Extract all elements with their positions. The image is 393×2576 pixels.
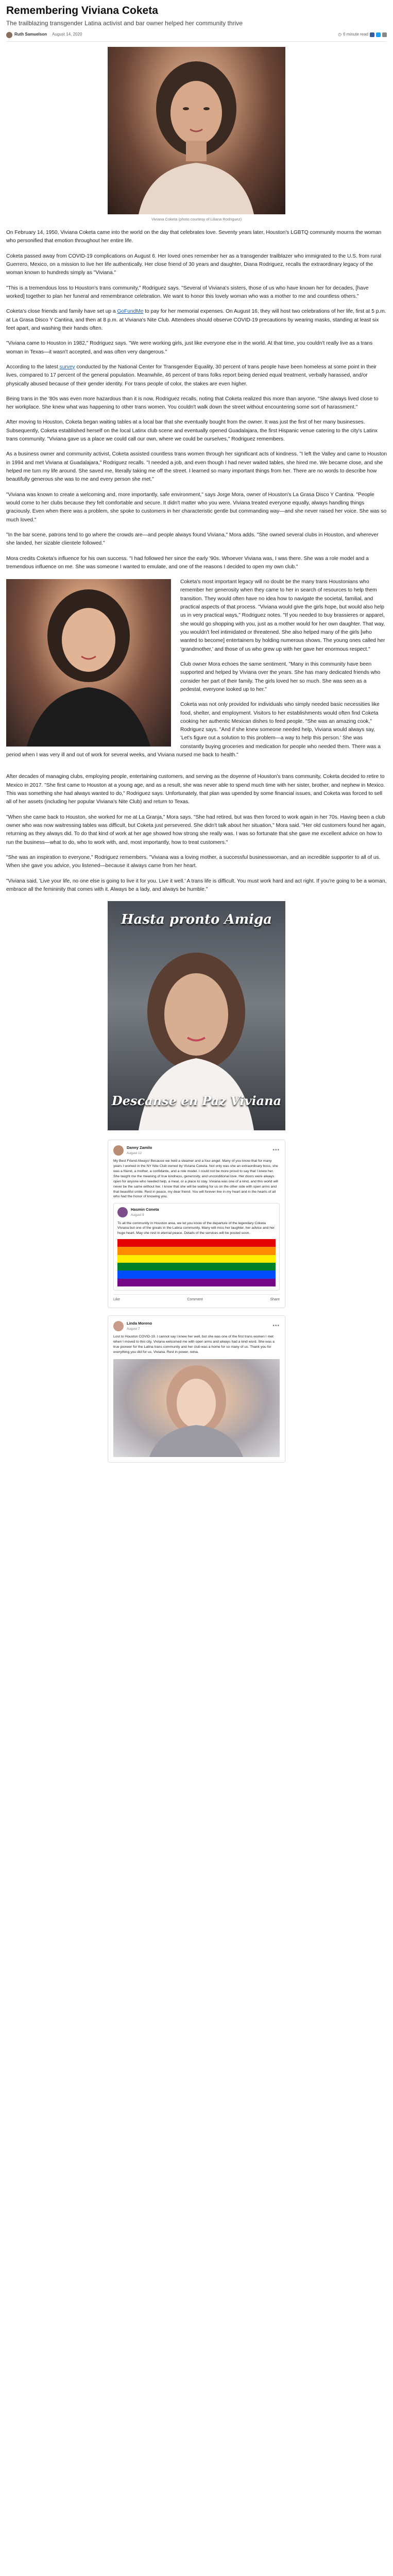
post-text: Lost to Houston COVID-19. I cannot say I knew her well, but she was one of the first trans women I met when I moved to this city. Viviana welcomed me with open arms and always had a kind word. She was a true pioneer for the Latina trans community and her club was a home for so many of us. Thank you for everything you did for us, Viviana. Rest in power, reina.: [113, 1335, 275, 1354]
avatar[interactable]: [113, 1321, 124, 1331]
memorial-top-text: Hasta pronto Amiga: [121, 912, 272, 928]
post-date: August 7: [127, 1327, 140, 1331]
shared-post-header: [117, 1207, 276, 1217]
paragraph: [6, 363, 387, 388]
paragraph: Coketa's most important legacy will no doubt be the many trans Houstonians who remember her generosity when they came to her in search of resources to help them transition. They would often have no idea how to navigate the societal, familial, and practical aspects of that process. "Viviana would give the girls hope, but would also help us in very practical ways," Rodriguez notes. "If you needed to buy brassieres or apparel, she would go shopping with you, just as a mother would for her own daughter. That way, you wouldn't feel intimidated or threatened. She also helped many of the girls [who wanted to become] entertainers by holding numerous shows. The young ones called her 'grandmother,' and those of us who grew up with her gave her enormous respect.": [180, 579, 385, 652]
paragraph: "She was an inspiration to everyone," Rodriguez remembers. "Viviana was a loving mother, a successful businesswoman, and an incredible supporter to all of us. When she gave you advice, you listened—because it always came from her heart.: [6, 854, 381, 869]
post-date: August 9: [131, 1213, 144, 1217]
post-header: [113, 1145, 280, 1156]
float-section: [6, 578, 387, 766]
paragraph: "This is a tremendous loss to Houston's trans community," Rodriguez says. "Several of Viviana's sisters, those of us who have known her for decades, [have worked] together to plan her funeral and remembrance celebration. We want to honor this lovely woman who was a mother to me and countless others.": [6, 285, 369, 300]
post-photo: [113, 1359, 280, 1457]
publish-date: August 14, 2020: [52, 32, 82, 37]
gofundme-link[interactable]: GoFundMe: [117, 309, 144, 315]
paragraph: "Viviana came to Houston in 1982," Rodriguez says. "We were working girls, just like everyone else in the world. At that time, you couldn't really live as a trans woman in Texas—it wasn't accepted, and was often very dangerous.": [6, 341, 373, 355]
hero-portrait-illustration: [108, 47, 285, 214]
paragraph: "When she came back to Houston, she worked for me at La Granja," Mora says. "She had retired, but was then forced to work again in her 70s. Having been a club owner who was now waitressing tables was difficult, but Coketa just persevered. She didn't talk about her situation," Mora said. "Her old customers found her again, returning as they always did. To do that kind of work at her age showed how strong she really was. I was so fortunate that she gave me excellent advice on how to run the business—what to do, who to work with, and, most importantly, how to treat customers.": [6, 814, 386, 845]
paragraph: "In the bar scene, patrons tend to go where the crowds are—and people always found Viviana," Mora adds. "She owned several clubs in Houston, and wherever she landed, her sizable clientele followed.": [6, 532, 379, 547]
hero-caption: Viviana Coketa (photo courtesy of Liliana Rodriguez): [151, 217, 242, 222]
survey-link[interactable]: survey: [59, 364, 75, 370]
more-options-icon[interactable]: •••: [272, 1323, 280, 1329]
avatar[interactable]: [113, 1145, 124, 1156]
paragraph: After decades of managing clubs, employing people, entertaining customers, and serving as the doyenne of Houston's trans community, Coketa decided to retire to Mexico in 2017. "She first came to Houston at a young age, and as a result, she was never able to spend much time with her sister, brother, and nephew in Mexico. This was something she had always wanted to do," Rodriguez says. Unfortunately, that plan was upended by some financial issues, and Coketa was forced to sell all of her assets (including her popular Viviana's Nite Club) and return to Texas.: [6, 774, 385, 805]
poster-name[interactable]: Linda Moreno: [127, 1321, 152, 1326]
paragraph: [6, 308, 387, 333]
author-avatar: [6, 32, 12, 38]
paragraph: Club owner Mora echoes the same sentiment. "Many in this community have been supported and helped by Viviana over the years. She has many dedicated friends who consider her part of their family. The girls loved her so much. She was seen as a pedestal, everyone looked up to her.": [180, 661, 381, 692]
paragraph: Coketa was not only provided for individuals who simply needed basic necessities like food, shelter, and employment. Visitors to her establishments would often find Coketa cooking her authentic Mexican dishes to feed people. "She was an amazing cook," Rodriguez says. "And if she knew someone needed help, Viviana would always say, 'Let's figure out a solution to this problem—a way to help this person.' She was constantly buying groceries and medication for people who needed them. There was a period when I was very ill and out of work for several weeks, and Viviana nursed me back to health.": [6, 702, 381, 758]
like-button[interactable]: Like: [113, 1298, 120, 1302]
post-text: To all the community in Houston area, we let you know of the departure of the legendary Coketa Viviana but one of the greats in the Latina community. Many will miss her laughter, her advice and her huge heart. May she rest in eternal peace. Details of the services will be posted soon.: [117, 1221, 275, 1235]
clock-icon: ◷: [338, 32, 342, 37]
comment-button[interactable]: Comment: [187, 1298, 203, 1302]
twitter-share-icon[interactable]: [376, 32, 381, 37]
paragraph: As a business owner and community activist, Coketa assisted countless trans women through her significant acts of kindness. "I left the Valley and came to Houston in 1994 and met Viviana at Guadalajara," Rodriguez recalls. "I needed a job, and even though I had never waited tables, she hired me. We became close, and she helped me turn my life around. She saved me, literally taking me off the street. I learned so many important things from her. There are no words to describe how beautifully generous she was to me and every person she met.": [6, 451, 387, 483]
post-actions: [113, 1294, 280, 1302]
paragraph: Coketa passed away from COVID-19 complications on August 6. Her loved ones remember her as a transgender trailblazer who immigrated to the U.S. from rural Guerrero, Mexico, on a mission to live her life authentically. Her close friend of 30 years and daughter, Diana Rodriguez, recalls the extraordinary legacy of the woman known to hundreds simply as "Viviana.": [6, 253, 382, 276]
shared-post: [113, 1203, 280, 1291]
memorial-image: [108, 901, 285, 1130]
facebook-post-embed: [108, 1315, 285, 1463]
paragraph: Mora credits Coketa's influence for his own success. "I had followed her since the early '90s. Whoever Viviana was, I was there. She was a role model and a tremendous influence on me. She was someone I wanted to emulate, and one of the reasons I decided to open my own club.": [6, 555, 369, 570]
post-date: August 12: [127, 1151, 142, 1156]
paragraph-text: Coketa's close friends and family have set up a: [6, 309, 117, 315]
post-text: My Best Friend Always! Because we held a steamer and a four angel. Many of you know that for many years I worked in the NY Nite Club owned by Viviana Coketa. Not only was she an extraordinary boss, she was a friend, a mother, a confidante, and a role model. I could not be more proud to say that I knew her. She taught me the meaning of true kindness, generosity, and unconditional love. Her doors were always open for anyone who needed help, a meal, or a place to stay. Viviana was one of a kind, and this world will never be the same without her. I know that she will be waiting for us on the other side with open arms and that beautiful smile. Rest in peace, my dear friend. You will forever live in my heart and in the hearts of all who had the honor of knowing you.: [113, 1159, 278, 1199]
portrait-illustration: [6, 579, 171, 747]
paragraph: On February 14, 1950, Viviana Coketa came into the world on the day that celebrates love. Seventy years later, Houston's LGBTQ community mourns the woman who personified that emotion throughout her entire life.: [6, 230, 382, 244]
article-header: [0, 0, 393, 42]
poster-name[interactable]: Hasmin Coneta: [131, 1207, 159, 1212]
read-time-label: 6 minute read: [343, 32, 368, 37]
share-button[interactable]: Share: [270, 1298, 280, 1302]
avatar[interactable]: [117, 1207, 128, 1217]
author-name[interactable]: Ruth Samuelson: [14, 32, 47, 37]
facebook-share-icon[interactable]: [370, 32, 374, 37]
paragraph: "Viviana said, 'Live your life, no one else is going to live it for you. Live it well.' A trans life is difficult. You must work hard and act right. If you're going to be a woman, embrace all the femininity that comes with it. Always be a lady, and always be humble.": [6, 878, 387, 892]
article-body: [0, 223, 393, 894]
paragraph-text: conducted by the National Center for Transgender Equality, 30 percent of trans people have been homeless at some point in their lives, compared to 17 percent of the general population. Meanwhile, 46 percent of trans folks report being denied equal treatment, verbally harassed, and/or physically abused because of their gender identity. For trans people of color, the stakes are even higher.: [6, 364, 377, 387]
portrait-photo: [6, 579, 171, 747]
paragraph: "Viviana was known to create a welcoming and, more importantly, safe environment," says Jorge Mora, owner of Houston's La Grasa Disco Y Cantina. "People would come to her clubs because they felt comfortable and secure. It didn't matter who you were. Viviana treated everyone equally, always handling things graciously. Even when there was a problem, she spoke to customers in her characteristic gentle but commanding way—and she never raised her voice. She was so much loved.": [6, 492, 387, 523]
paragraph-text: to pay for her memorial expenses. On August 16, they will host two celebrations of her life, first at 5 p.m. at La Grasa Disco Y Cantina, and then at 8 p.m. at Viviana's Nite Club. Attendees should observe COVID-19 precautions by wearing masks, standing at least six feet apart, and washing their hands often.: [6, 309, 386, 331]
pride-flag-image: [117, 1239, 276, 1286]
byline: [6, 31, 387, 42]
article-title: Remembering Viviana Coketa: [6, 5, 158, 16]
paragraph: After moving to Houston, Coketa began waiting tables at a local bar that she eventually bought from the owner. It was just the first of her many businesses. Subsequently, Coketa established herself on the local Latinx club scene and eventually opened Guadalajara, the first Hispanic venue catering to the city's Latinx trans community. "Viviana gave us a place we could call our own, where we could be ourselves," Rodriguez remembers.: [6, 419, 378, 443]
memorial-bottom-text: Descanse en Paz Viviana: [111, 1093, 282, 1108]
read-time: [338, 31, 387, 38]
paragraph-text: According to the latest: [6, 364, 60, 370]
more-options-icon[interactable]: •••: [272, 1147, 280, 1154]
post-photo-illustration: [113, 1359, 280, 1457]
post-header: [113, 1321, 280, 1331]
paragraph: Being trans in the '80s was even more hazardous than it is now, Rodriguez recalls, noting that Coketa realized this more than anyone. "She always lived close to her workplace. She knew what was happening to other trans women. You couldn't walk down the street without encountering some sort of harassment.": [6, 396, 379, 411]
hero-image: [108, 47, 285, 214]
article-subtitle: The trailblazing transgender Latina activist and bar owner helped her community thrive: [6, 20, 243, 27]
poster-name[interactable]: Danny Zamilo: [127, 1145, 152, 1150]
facebook-post-embed: [108, 1140, 285, 1308]
email-share-icon[interactable]: [382, 32, 387, 37]
